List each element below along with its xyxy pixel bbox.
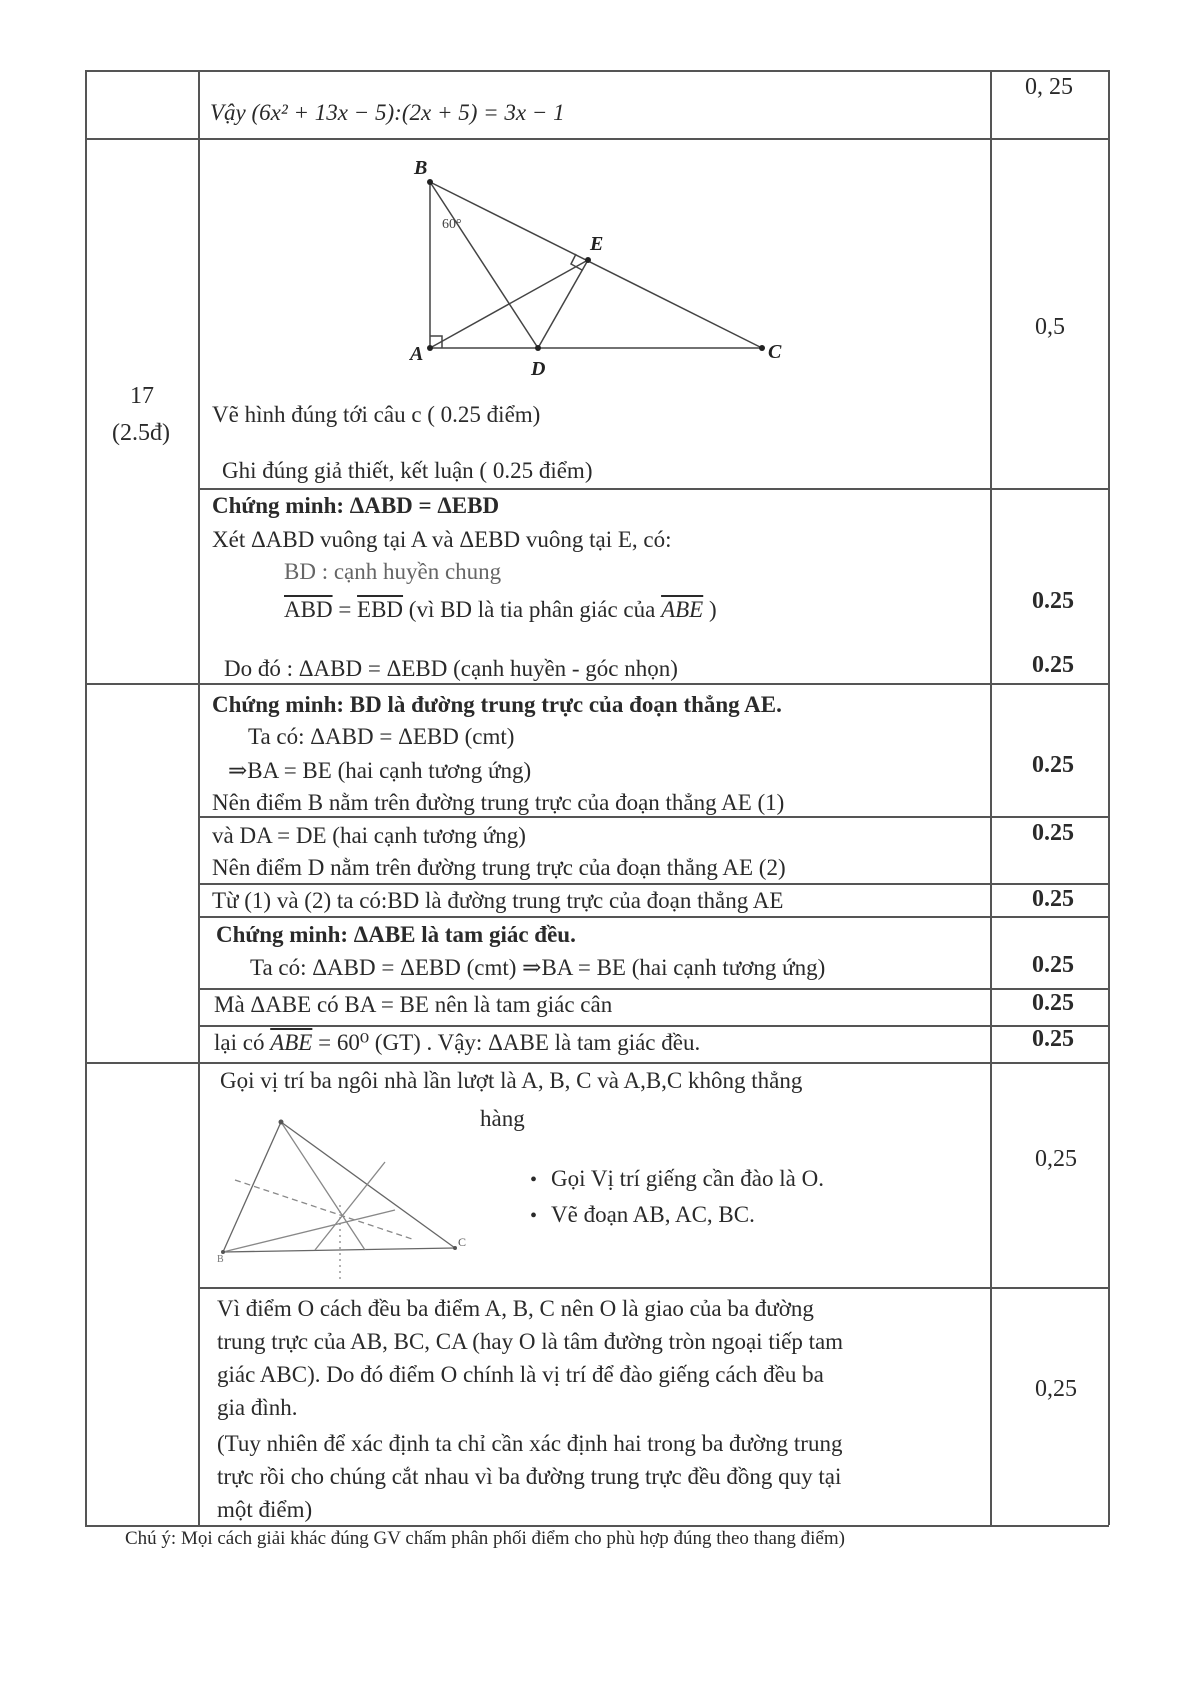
- angle-abd: $\overline{ABD}$: [284, 597, 333, 622]
- score-c3: 0.25: [1032, 1026, 1074, 1052]
- para-line-1: Vì điểm O cách đều ba điểm A, B, C nên O là giao của ba đường: [217, 1296, 814, 1321]
- para-line-5: (Tuy nhiên để xác định ta chỉ cần xác định hai trong ba đường trung: [217, 1431, 843, 1456]
- hypothesis-note: Ghi đúng giả thiết, kết luận ( 0.25 điểm): [222, 458, 593, 483]
- segment-top-right: [281, 1122, 455, 1248]
- score-b2: 0.25: [1032, 820, 1074, 846]
- segment-bc: [430, 182, 762, 348]
- label-e: E: [590, 233, 604, 255]
- part-c-pre: lại có: [214, 1030, 271, 1055]
- score-well2: 0,25: [1035, 1376, 1077, 1402]
- label-b: B: [414, 157, 428, 179]
- score-b1: 0.25: [1032, 752, 1074, 778]
- para-line-4: gia đình.: [217, 1395, 298, 1420]
- part-b-line4: và DA = DE (hai cạnh tương ứng): [212, 823, 526, 848]
- score-c1: 0.25: [1032, 952, 1074, 978]
- segment-bd: [430, 182, 538, 348]
- label-a: A: [410, 343, 424, 365]
- part-c-line1: Ta có: ΔABD = ΔEBD (cmt) ⇒BA = BE (hai cạnh tương ứng): [250, 955, 826, 980]
- triangle-figure: [400, 150, 800, 385]
- well-line1: Gọi vị trí ba ngôi nhà lần lượt là A, B, C và A,B,C không thẳng: [220, 1068, 803, 1093]
- bisector-2: [315, 1162, 385, 1250]
- part-b-line1: Ta có: ΔABD = ΔEBD (cmt): [248, 724, 515, 749]
- part-a-line2: BD : cạnh huyền chung: [284, 559, 502, 584]
- equals-sign: =: [332, 597, 358, 622]
- median-1: [281, 1122, 365, 1250]
- label-d: D: [531, 358, 546, 380]
- score-well1: 0,25: [1035, 1146, 1077, 1172]
- well-line2: hàng: [480, 1106, 525, 1131]
- para-line-6: trực rồi cho chúng cắt nhau vì ba đường trung trực đều đồng quy tại: [217, 1464, 842, 1489]
- part-c-line2: Mà ΔABE có BA = BE nên là tam giác cân: [214, 992, 613, 1017]
- part-b-line2: ⇒BA = BE (hai cạnh tương ứng): [228, 758, 532, 783]
- footer-note: Chú ý: Mọi cách giải khác đúng GV chấm phân phối điểm cho phù hợp đúng theo thang điểm): [125, 1528, 845, 1549]
- label-c: C: [768, 341, 782, 363]
- reason-text: (vì BD là tia phân giác của: [403, 597, 662, 622]
- well-bullet2: • Vẽ đoạn AB, AC, BC.: [530, 1202, 755, 1228]
- well-bullet1: • Gọi Vị trí giếng cần đào là O.: [530, 1166, 824, 1192]
- score-b3: 0.25: [1032, 886, 1074, 912]
- draw-note: Vẽ hình đúng tới câu c ( 0.25 điểm): [212, 402, 541, 427]
- score-a1: 0.25: [1032, 588, 1074, 614]
- part-c-post: = 60⁰ (GT) . Vậy: ΔABE là tam giác đều.: [312, 1030, 701, 1055]
- conclusion-text: Vậy (6x² + 13x − 5):(2x + 5) = 3x − 1: [210, 100, 565, 125]
- angle-abe: $\overline{ABE}$: [661, 597, 704, 622]
- segment-bottom: [223, 1248, 455, 1252]
- angle-abe-c: $\overline{ABE}$: [270, 1030, 313, 1055]
- angle-label: 60°: [442, 217, 462, 232]
- well-label-b: B: [217, 1254, 224, 1265]
- angle-ebd: $\overline{EBD}$: [357, 597, 404, 622]
- part-a-line4: Do đó : ΔABD = ΔEBD (cạnh huyền - góc nhọn): [224, 656, 678, 681]
- score-c2: 0.25: [1032, 990, 1074, 1016]
- score-a2: 0.25: [1032, 652, 1074, 678]
- part-a-title: Chứng minh: ΔABD = ΔEBD: [212, 493, 500, 518]
- question-number: 17: [130, 383, 154, 409]
- part-c-title: Chứng minh: ΔABE là tam giác đều.: [216, 922, 576, 947]
- part-b-line5: Nên điểm D nằm trên đường trung trực của đoạn thẳng AE (2): [212, 855, 786, 880]
- part-a-line3: [284, 597, 717, 623]
- para-line-2: trung trực của AB, BC, CA (hay O là tâm đường tròn ngoại tiếp tam: [217, 1329, 844, 1354]
- part-b-title: Chứng minh: BD là đường trung trực của đoạn thẳng AE.: [212, 692, 782, 717]
- para-line-3: giác ABC). Do đó điểm O chính là vị trí để đào giếng cách đều ba: [217, 1362, 824, 1387]
- well-label-c: C: [458, 1235, 467, 1249]
- part-c-line3: [214, 1030, 700, 1056]
- question-points: (2.5đ): [112, 420, 170, 446]
- part-b-line6: Từ (1) và (2) ta có:BD là đường trung trực của đoạn thẳng AE: [212, 888, 784, 913]
- reason-close: ): [703, 597, 717, 622]
- median-2: [223, 1210, 395, 1252]
- segment-ae: [430, 260, 588, 348]
- para-line-7: một điểm): [217, 1497, 313, 1522]
- segment-top-left: [223, 1122, 281, 1252]
- score-figure: 0,5: [1035, 314, 1065, 340]
- part-b-line3: Nên điểm B nằm trên đường trung trực của đoạn thẳng AE (1): [212, 790, 785, 815]
- score-prev: 0, 25: [1025, 74, 1073, 100]
- part-a-line1: Xét ΔABD vuông tại A và ΔEBD vuông tại E, có:: [212, 527, 672, 552]
- well-figure: [215, 1100, 475, 1285]
